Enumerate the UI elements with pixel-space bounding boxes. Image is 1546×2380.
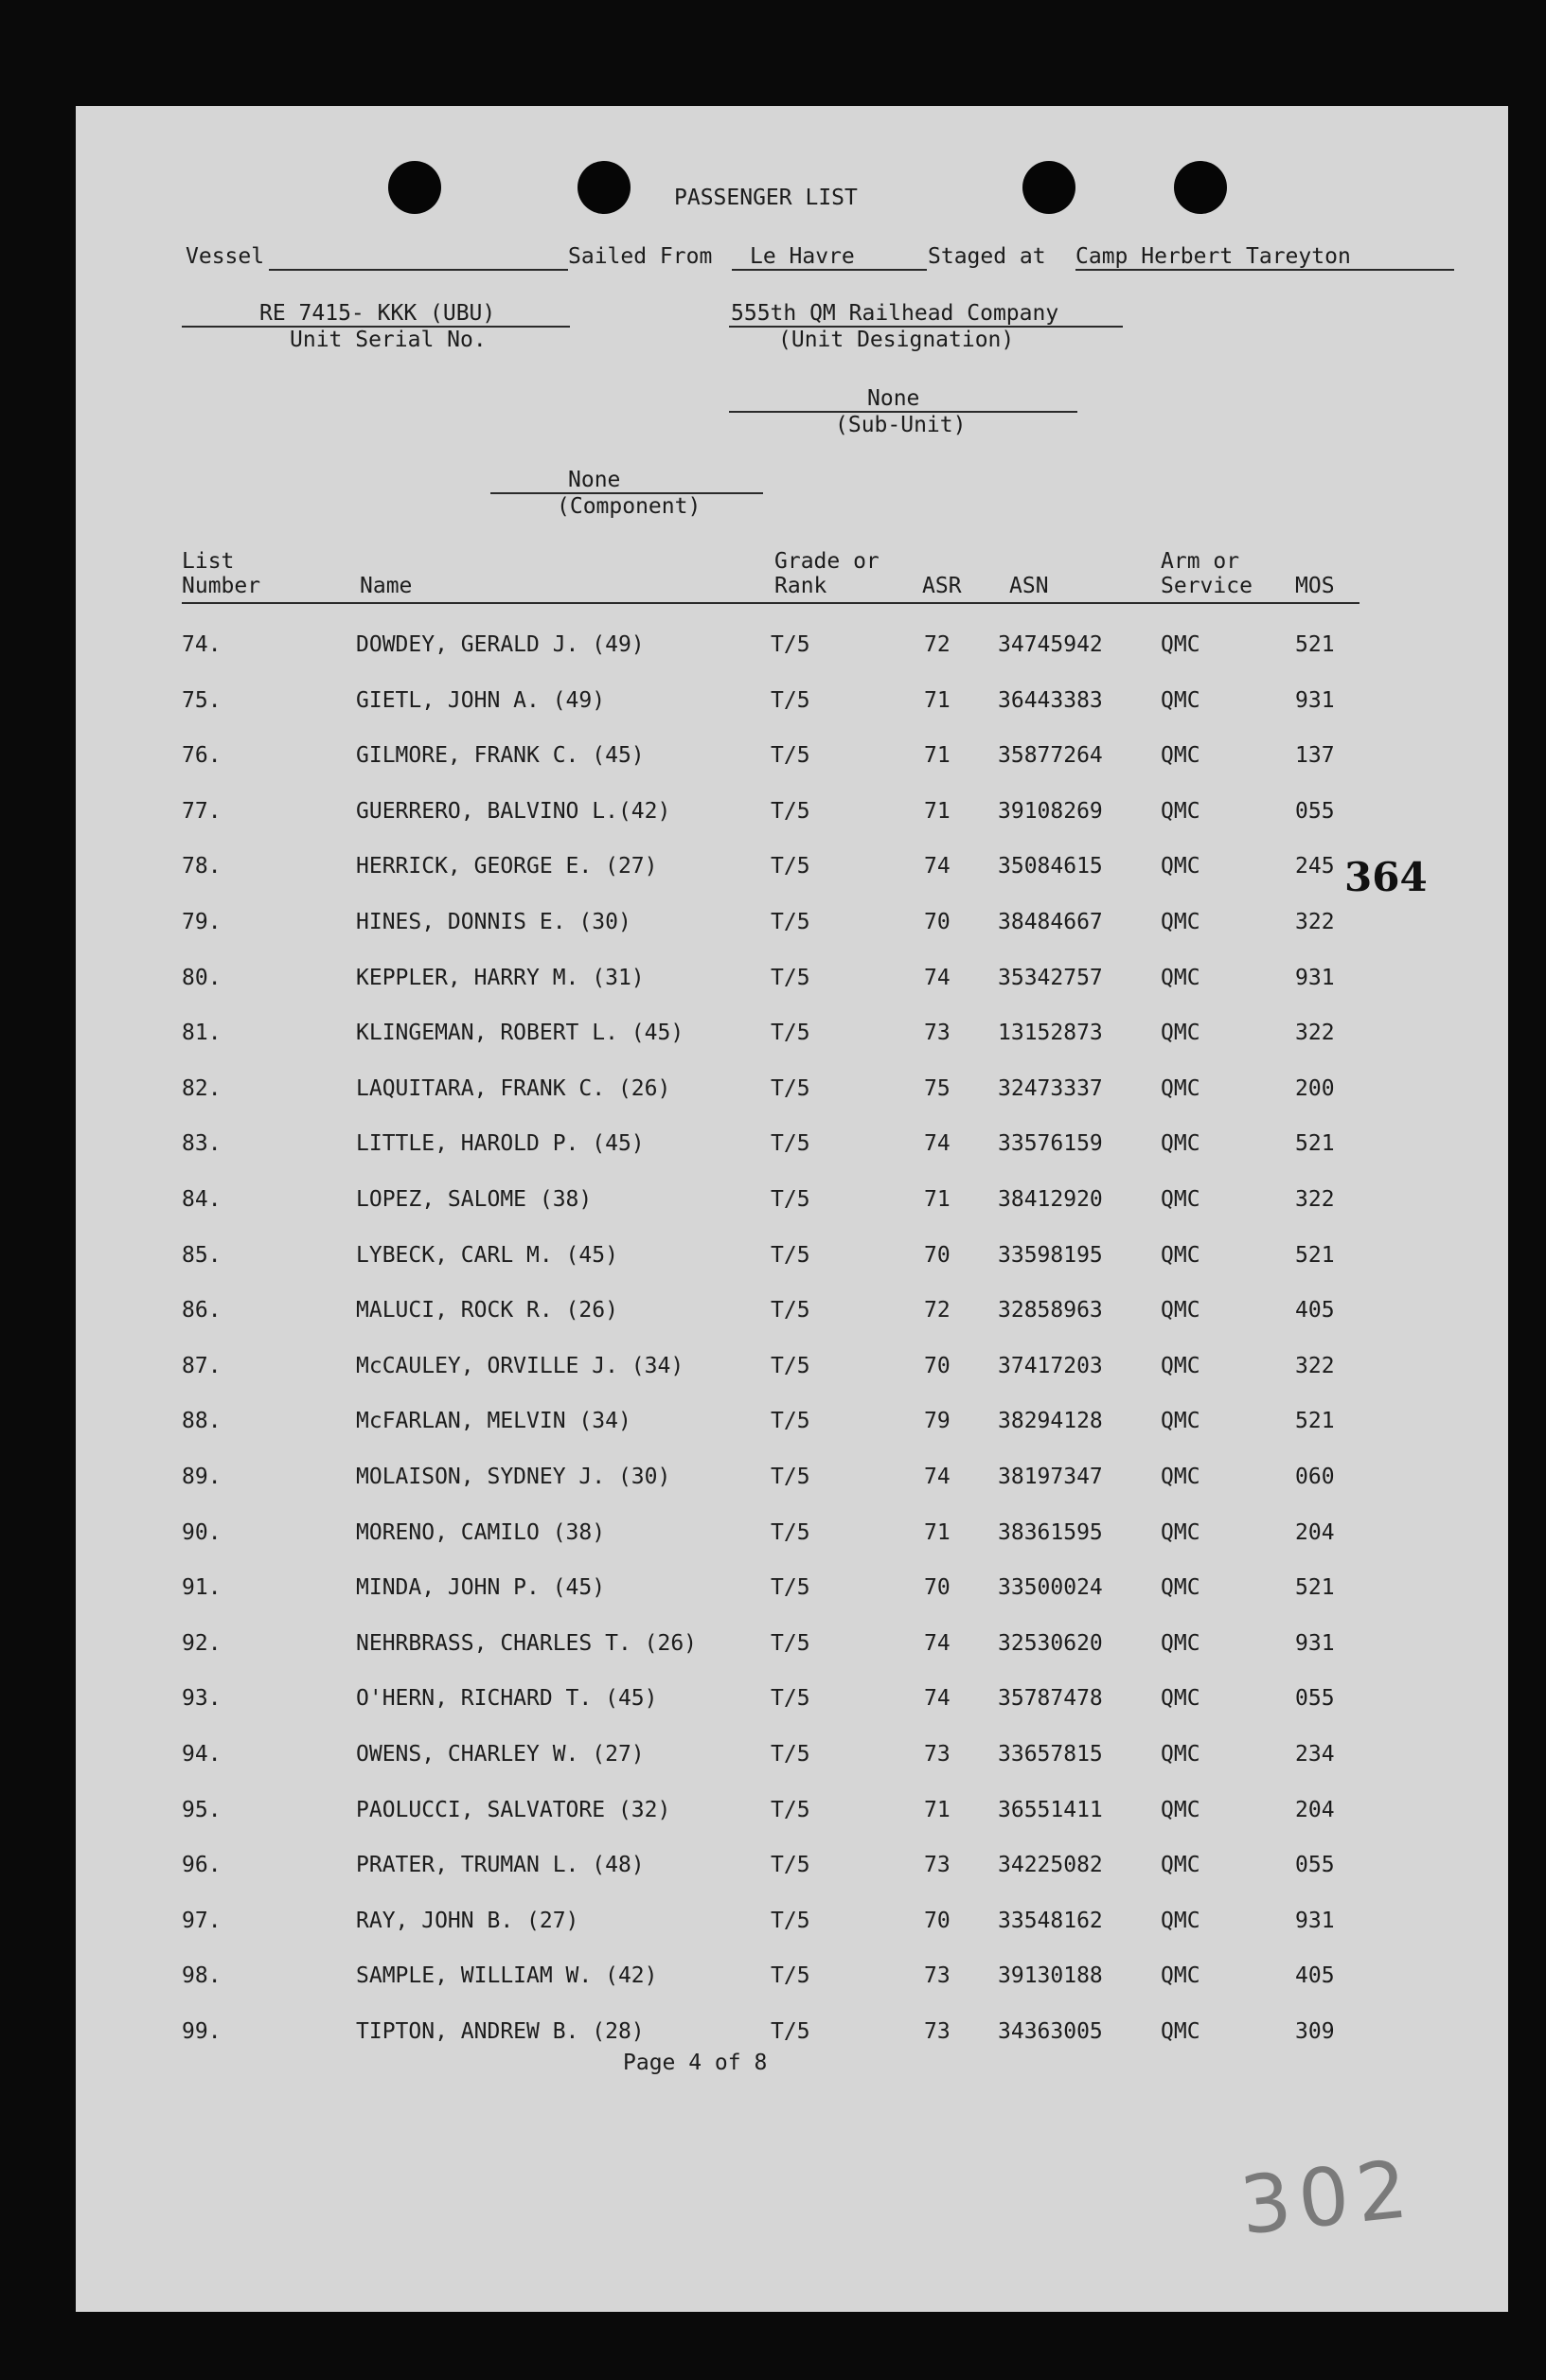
arm-service-cell: QMC	[1161, 1797, 1200, 1822]
asr-cell: 71	[924, 687, 951, 713]
list-number-cell: 77.	[182, 798, 222, 824]
arm-service-cell: QMC	[1161, 910, 1200, 934]
arm-service-cell: QMC	[1161, 1908, 1200, 1933]
list-number-cell: 84.	[182, 1187, 222, 1212]
mos-cell: 309	[1295, 2019, 1335, 2044]
grade-cell: T/5	[771, 854, 810, 879]
arm-service-cell: QMC	[1161, 1686, 1200, 1712]
list-number-cell: 80.	[182, 965, 222, 990]
table-row	[76, 1680, 1508, 1718]
col-asn: ASN	[1009, 574, 1049, 598]
asr-cell: 74	[924, 965, 951, 990]
asn-cell: 34363005	[998, 2019, 1103, 2044]
name-cell: MALUCI, ROCK R. (26)	[356, 1298, 618, 1323]
asr-cell: 75	[924, 1075, 951, 1101]
grade-cell: T/5	[771, 1353, 810, 1378]
staged-underline	[1075, 269, 1454, 271]
col-name: Name	[360, 574, 413, 598]
name-cell: RAY, JOHN B. (27)	[356, 1908, 579, 1933]
page-title: PASSENGER LIST	[674, 186, 858, 210]
mos-cell: 521	[1295, 632, 1335, 657]
table-row	[76, 627, 1508, 665]
list-number-cell: 93.	[182, 1686, 222, 1712]
mos-cell: 931	[1295, 1630, 1335, 1656]
asr-cell: 73	[924, 1742, 951, 1767]
asr-cell: 73	[924, 1963, 951, 1989]
name-cell: LITTLE, HAROLD P. (45)	[356, 1131, 645, 1157]
arm-service-cell: QMC	[1161, 1187, 1200, 1212]
table-row	[76, 1903, 1508, 1941]
mos-cell: 200	[1295, 1075, 1335, 1101]
list-number-cell: 91.	[182, 1575, 222, 1601]
asn-cell: 37417203	[998, 1353, 1103, 1378]
grade-cell: T/5	[771, 632, 810, 657]
list-number-cell: 78.	[182, 854, 222, 879]
list-number-cell: 97.	[182, 1908, 222, 1933]
sub-unit-label: (Sub-Unit)	[835, 413, 967, 437]
grade-cell: T/5	[771, 1963, 810, 1989]
list-number-cell: 75.	[182, 687, 222, 713]
document-sheet	[76, 106, 1508, 2312]
grade-cell: T/5	[771, 1075, 810, 1101]
list-number-cell: 88.	[182, 1409, 222, 1434]
component-value: None	[568, 468, 621, 492]
mos-cell: 055	[1295, 1853, 1335, 1878]
asr-cell: 71	[924, 1519, 951, 1545]
asn-cell: 32473337	[998, 1075, 1103, 1101]
asn-cell: 32530620	[998, 1630, 1103, 1656]
page-footer: Page 4 of 8	[623, 2051, 768, 2075]
asr-cell: 79	[924, 1409, 951, 1434]
asn-cell: 36551411	[998, 1797, 1103, 1822]
grade-cell: T/5	[771, 1409, 810, 1434]
grade-cell: T/5	[771, 2019, 810, 2044]
name-cell: LYBECK, CARL M. (45)	[356, 1242, 618, 1268]
asr-cell: 72	[924, 1298, 951, 1323]
asr-cell: 70	[924, 1242, 951, 1268]
asn-cell: 35787478	[998, 1686, 1103, 1712]
name-cell: SAMPLE, WILLIAM W. (42)	[356, 1963, 658, 1989]
table-row	[76, 1071, 1508, 1109]
table-row	[76, 1625, 1508, 1663]
mos-cell: 521	[1295, 1409, 1335, 1434]
staged-at-label: Staged at	[928, 244, 1046, 269]
grade-cell: T/5	[771, 798, 810, 824]
mos-cell: 204	[1295, 1797, 1335, 1822]
name-cell: KEPPLER, HARRY M. (31)	[356, 965, 645, 990]
col-mos: MOS	[1295, 574, 1335, 598]
asn-cell: 35084615	[998, 854, 1103, 879]
list-number-cell: 83.	[182, 1131, 222, 1157]
pencil-number: 302	[1235, 2141, 1419, 2253]
asn-cell: 36443383	[998, 687, 1103, 713]
sailed-from-label: Sailed From	[568, 244, 713, 269]
table-row	[76, 904, 1508, 942]
asr-cell: 70	[924, 910, 951, 934]
asn-cell: 38412920	[998, 1187, 1103, 1212]
asn-cell: 33657815	[998, 1742, 1103, 1767]
col-list-number: List Number	[182, 549, 261, 598]
vessel-label: Vessel	[186, 244, 265, 269]
grade-cell: T/5	[771, 1908, 810, 1933]
table-row	[76, 1015, 1508, 1053]
arm-service-cell: QMC	[1161, 854, 1200, 879]
list-number-cell: 82.	[182, 1075, 222, 1101]
mos-cell: 521	[1295, 1242, 1335, 1268]
arm-service-cell: QMC	[1161, 1298, 1200, 1323]
grade-cell: T/5	[771, 1242, 810, 1268]
name-cell: PRATER, TRUMAN L. (48)	[356, 1853, 645, 1878]
asn-cell: 13152873	[998, 1021, 1103, 1046]
name-cell: TIPTON, ANDREW B. (28)	[356, 2019, 645, 2044]
asn-cell: 35342757	[998, 965, 1103, 990]
punch-hole	[1174, 161, 1227, 214]
mos-cell: 322	[1295, 1353, 1335, 1378]
name-cell: OWENS, CHARLEY W. (27)	[356, 1742, 645, 1767]
table-row	[76, 737, 1508, 775]
grade-cell: T/5	[771, 687, 810, 713]
mos-cell: 322	[1295, 1187, 1335, 1212]
grade-cell: T/5	[771, 1853, 810, 1878]
unit-serial-label: Unit Serial No.	[290, 328, 487, 352]
table-row	[76, 1348, 1508, 1386]
asn-cell: 35877264	[998, 743, 1103, 769]
table-row	[76, 960, 1508, 998]
asr-cell: 70	[924, 1353, 951, 1378]
arm-service-cell: QMC	[1161, 965, 1200, 990]
name-cell: MORENO, CAMILO (38)	[356, 1519, 606, 1545]
table-row	[76, 1459, 1508, 1497]
grade-cell: T/5	[771, 1686, 810, 1712]
list-number-cell: 74.	[182, 632, 222, 657]
name-cell: GIETL, JOHN A. (49)	[356, 687, 606, 713]
arm-service-cell: QMC	[1161, 1853, 1200, 1878]
asn-cell: 38361595	[998, 1519, 1103, 1545]
asr-cell: 71	[924, 743, 951, 769]
mos-cell: 322	[1295, 1021, 1335, 1046]
list-number-cell: 94.	[182, 1742, 222, 1767]
asn-cell: 38197347	[998, 1465, 1103, 1489]
asr-cell: 73	[924, 2019, 951, 2044]
table-row	[76, 683, 1508, 720]
sub-unit-value: None	[867, 386, 920, 411]
list-number-cell: 92.	[182, 1630, 222, 1656]
list-number-cell: 79.	[182, 910, 222, 934]
list-number-cell: 95.	[182, 1797, 222, 1822]
sailed-from-value: Le Havre	[750, 244, 855, 269]
asr-cell: 74	[924, 1630, 951, 1656]
mos-cell: 055	[1295, 1686, 1335, 1712]
name-cell: MOLAISON, SYDNEY J. (30)	[356, 1465, 671, 1489]
asn-cell: 38294128	[998, 1409, 1103, 1434]
table-row	[76, 1958, 1508, 1996]
asr-cell: 70	[924, 1908, 951, 1933]
mos-cell: 405	[1295, 1963, 1335, 1989]
list-number-cell: 86.	[182, 1298, 222, 1323]
unit-designation-label: (Unit Designation)	[778, 328, 1015, 352]
asn-cell: 39108269	[998, 798, 1103, 824]
mos-cell: 521	[1295, 1575, 1335, 1601]
asr-cell: 70	[924, 1575, 951, 1601]
table-row	[76, 1181, 1508, 1219]
table-row	[76, 2014, 1508, 2051]
arm-service-cell: QMC	[1161, 1742, 1200, 1767]
col-grade: Grade or Rank	[774, 549, 880, 598]
arm-service-cell: QMC	[1161, 1630, 1200, 1656]
grade-cell: T/5	[771, 910, 810, 934]
asr-cell: 73	[924, 1021, 951, 1046]
name-cell: LOPEZ, SALOME (38)	[356, 1187, 593, 1212]
arm-service-cell: QMC	[1161, 687, 1200, 713]
list-number-cell: 85.	[182, 1242, 222, 1268]
mos-cell: 055	[1295, 798, 1335, 824]
stamp-number: 364	[1344, 854, 1428, 900]
punch-hole	[1022, 161, 1075, 214]
arm-service-cell: QMC	[1161, 1021, 1200, 1046]
table-row	[76, 1792, 1508, 1830]
table-row	[76, 1292, 1508, 1330]
asr-cell: 74	[924, 1131, 951, 1157]
sailed-underline	[732, 269, 927, 271]
table-row	[76, 1736, 1508, 1774]
table-row	[76, 1515, 1508, 1553]
arm-service-cell: QMC	[1161, 1575, 1200, 1601]
name-cell: HINES, DONNIS E. (30)	[356, 910, 631, 934]
vessel-underline	[269, 269, 568, 271]
grade-cell: T/5	[771, 1742, 810, 1767]
arm-service-cell: QMC	[1161, 1519, 1200, 1545]
asn-cell: 33548162	[998, 1908, 1103, 1933]
grade-cell: T/5	[771, 1797, 810, 1822]
unit-serial-value: RE 7415- KKK (UBU)	[259, 301, 496, 326]
col-asr: ASR	[922, 574, 962, 598]
asn-cell: 33500024	[998, 1575, 1103, 1601]
name-cell: KLINGEMAN, ROBERT L. (45)	[356, 1021, 684, 1046]
header-rule	[182, 602, 1359, 604]
col-arm-service: Arm or Service	[1161, 549, 1253, 598]
name-cell: PAOLUCCI, SALVATORE (32)	[356, 1797, 671, 1822]
mos-cell: 060	[1295, 1465, 1335, 1489]
punch-hole	[388, 161, 441, 214]
mos-cell: 137	[1295, 743, 1335, 769]
mos-cell: 204	[1295, 1519, 1335, 1545]
arm-service-cell: QMC	[1161, 1353, 1200, 1378]
name-cell: HERRICK, GEORGE E. (27)	[356, 854, 658, 879]
arm-service-cell: QMC	[1161, 1409, 1200, 1434]
grade-cell: T/5	[771, 965, 810, 990]
mos-cell: 405	[1295, 1298, 1335, 1323]
arm-service-cell: QMC	[1161, 1963, 1200, 1989]
grade-cell: T/5	[771, 1465, 810, 1489]
asr-cell: 74	[924, 1686, 951, 1712]
list-number-cell: 98.	[182, 1963, 222, 1989]
mos-cell: 322	[1295, 910, 1335, 934]
name-cell: GILMORE, FRANK C. (45)	[356, 743, 645, 769]
staged-at-value: Camp Herbert Tareyton	[1075, 244, 1351, 269]
asn-cell: 33576159	[998, 1131, 1103, 1157]
name-cell: DOWDEY, GERALD J. (49)	[356, 632, 645, 657]
asr-cell: 73	[924, 1853, 951, 1878]
punch-hole	[578, 161, 631, 214]
component-label: (Component)	[557, 494, 702, 519]
mos-cell: 931	[1295, 1908, 1335, 1933]
table-row	[76, 848, 1508, 886]
arm-service-cell: QMC	[1161, 798, 1200, 824]
unit-designation-value: 555th QM Railhead Company	[731, 301, 1059, 326]
grade-cell: T/5	[771, 1187, 810, 1212]
mos-cell: 245	[1295, 854, 1335, 879]
asr-cell: 71	[924, 1187, 951, 1212]
list-number-cell: 81.	[182, 1021, 222, 1046]
table-row	[76, 1237, 1508, 1275]
asr-cell: 74	[924, 1465, 951, 1489]
asn-cell: 32858963	[998, 1298, 1103, 1323]
name-cell: MINDA, JOHN P. (45)	[356, 1575, 606, 1601]
grade-cell: T/5	[771, 1298, 810, 1323]
asr-cell: 71	[924, 1797, 951, 1822]
table-row	[76, 1847, 1508, 1885]
list-number-cell: 89.	[182, 1465, 222, 1489]
name-cell: O'HERN, RICHARD T. (45)	[356, 1686, 658, 1712]
grade-cell: T/5	[771, 1021, 810, 1046]
asn-cell: 38484667	[998, 910, 1103, 934]
asn-cell: 39130188	[998, 1963, 1103, 1989]
arm-service-cell: QMC	[1161, 632, 1200, 657]
name-cell: NEHRBRASS, CHARLES T. (26)	[356, 1630, 698, 1656]
arm-service-cell: QMC	[1161, 1075, 1200, 1101]
asr-cell: 72	[924, 632, 951, 657]
mos-cell: 931	[1295, 687, 1335, 713]
asn-cell: 34745942	[998, 632, 1103, 657]
list-number-cell: 90.	[182, 1519, 222, 1545]
name-cell: McCAULEY, ORVILLE J. (34)	[356, 1353, 684, 1378]
mos-cell: 521	[1295, 1131, 1335, 1157]
grade-cell: T/5	[771, 1630, 810, 1656]
grade-cell: T/5	[771, 1519, 810, 1545]
list-number-cell: 99.	[182, 2019, 222, 2044]
list-number-cell: 76.	[182, 743, 222, 769]
table-row	[76, 1403, 1508, 1441]
grade-cell: T/5	[771, 1131, 810, 1157]
name-cell: LAQUITARA, FRANK C. (26)	[356, 1075, 671, 1101]
asn-cell: 34225082	[998, 1853, 1103, 1878]
name-cell: McFARLAN, MELVIN (34)	[356, 1409, 631, 1434]
list-number-cell: 87.	[182, 1353, 222, 1378]
grade-cell: T/5	[771, 743, 810, 769]
arm-service-cell: QMC	[1161, 1465, 1200, 1489]
table-row	[76, 1126, 1508, 1163]
asr-cell: 74	[924, 854, 951, 879]
arm-service-cell: QMC	[1161, 2019, 1200, 2044]
arm-service-cell: QMC	[1161, 1242, 1200, 1268]
arm-service-cell: QMC	[1161, 743, 1200, 769]
mos-cell: 234	[1295, 1742, 1335, 1767]
table-row	[76, 793, 1508, 831]
asn-cell: 33598195	[998, 1242, 1103, 1268]
list-number-cell: 96.	[182, 1853, 222, 1878]
table-row	[76, 1570, 1508, 1607]
name-cell: GUERRERO, BALVINO L.(42)	[356, 798, 671, 824]
mos-cell: 931	[1295, 965, 1335, 990]
asr-cell: 71	[924, 798, 951, 824]
arm-service-cell: QMC	[1161, 1131, 1200, 1157]
grade-cell: T/5	[771, 1575, 810, 1601]
